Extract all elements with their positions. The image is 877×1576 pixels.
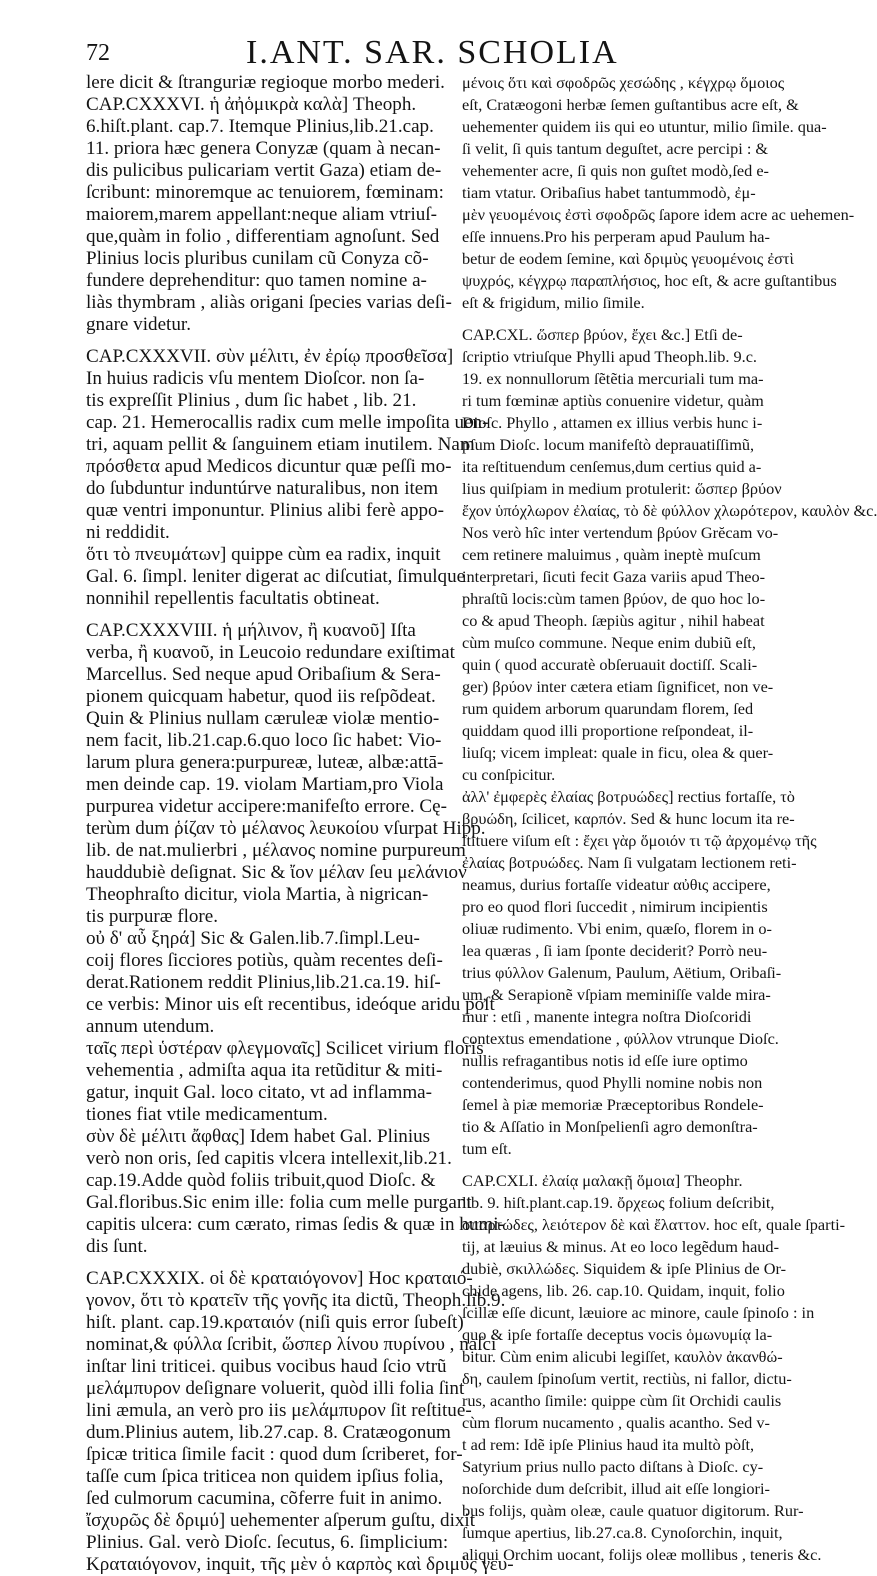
text-line: larum plura genera:purpureæ, luteæ, albæ:attā-: [86, 752, 444, 773]
text-line: Gal. 6. ſimpl. leniter digerat ac diſcutiat, ſimulque: [86, 566, 466, 587]
text-line: CAP.CXXXIX. οἱ δὲ κραταιόγονον] Hoc κραταιό-: [86, 1268, 473, 1289]
text-line: 6.hiſt.plant. cap.7. Itemque Plinius,lib.21.cap.: [86, 116, 434, 137]
text-line: pro eo quod flori ſuccedit , nimirum incipientis: [462, 897, 768, 916]
text-line: dis pulicibus pulicariam vertit Gaza) etiam de-: [86, 160, 442, 181]
text-line: bus folijs, quàm oleæ, caule quatuor digitorum. Rur-: [462, 1501, 804, 1520]
text-line: ἀλλ' ἐμφερὲς ἐλαίας βοτρυώδες] rectius fortaſſe, τὸ: [462, 787, 795, 806]
text-line: derat.Rationem reddit Plinius,lib.21.ca.19. hiſ-: [86, 972, 441, 993]
text-line: nullis refragantibus notis id eſſe iure optimo: [462, 1051, 748, 1070]
text-line: Quin & Plinius nullam cæruleæ violæ mentio-: [86, 708, 440, 729]
text-line: gatur, inquit Gal. loco citato, vt ad inflamma-: [86, 1082, 433, 1103]
text-line: ἐλαίας βοτρυώδες. Nam ſi vulgatam lectionem reti-: [462, 853, 797, 872]
page-number: 72: [86, 40, 110, 66]
text-line: dis ſunt.: [86, 1236, 148, 1257]
text-line: do ſubduntur induntúrve naturalibus, non item: [86, 478, 439, 499]
text-line: μὲν γευομένοις ἐστὶ σφοδρῶς ſapore idem acre ac uehemen-: [462, 205, 855, 224]
text-line: CAP.CXL. ὥσπερ βρύον, ἔχει &c.] Etſi de-: [462, 325, 743, 344]
text-line: nonnihil repellentis facultatis obtineat.: [86, 588, 380, 609]
text-line: oliuæ rudimento. Vbi enim, quæſo, florem in o-: [462, 919, 772, 938]
text-line: μένοις ὅτι καὶ σφοδρῶς χεσώδης , κέγχρῳ ὅμοιος: [462, 73, 785, 92]
text-line: inſtar lini triticei. quibus vocibus haud ſcio vtrũ: [86, 1356, 447, 1377]
text-line: capitis ulcera: cum cærato, rimas ſedis & quæ in humi-: [86, 1214, 505, 1235]
text-line: ſi velit, ſi quis tantum deguſtet, acre percipi : &: [462, 139, 769, 158]
text-line: Theophraſto dicitur, viola Martia, à nigrican-: [86, 884, 429, 905]
text-line: lea quæras , ſi iam ſponte deciderit? Porrò neu-: [462, 941, 768, 960]
text-line: Nos verò hîc inter vertendum βρύον Grĕcam vo-: [462, 523, 779, 542]
text-line: quæ ventri imponuntur. Plinius alibi ferè appo-: [86, 500, 444, 521]
text-line: tiones fiat vtile medicamentum.: [86, 1104, 328, 1125]
text-line: tum eſt.: [462, 1139, 512, 1158]
text-line: ſcillæ eſſe dicunt, læuiore ac minore, caule ſpinoſo : in: [462, 1303, 815, 1322]
text-line: ſcribunt: minoremque ac tenuiorem, fœminam:: [86, 182, 444, 203]
text-line: chide agens, lib. 26. cap.10. Quidam, inquit, folio: [462, 1281, 785, 1300]
text-line: CAP.CXLI. ἐλαίᾳ μαλακῇ ὅμοια] Theophr.: [462, 1171, 743, 1190]
text-line: purpurea videtur accipere:manifeſto errore. Cę-: [86, 796, 448, 817]
text-line: mur : etſi , manente integra noſtra Dioſcoridi: [462, 1007, 752, 1026]
text-line: tiam vtatur. Oribaſius habet tantummodò, ἐμ-: [462, 183, 756, 202]
text-line: vehementer acre, ſi quis non guſtet modò,ſed e-: [462, 161, 769, 180]
text-line: rum quidem arborum quarundam florem, ſed: [462, 699, 754, 718]
text-line: dum.Plinius autem, lib.27.cap. 8. Cratæogonum: [86, 1422, 451, 1443]
running-title: I.ANT. SAR. SCHOLIA: [246, 34, 619, 71]
text-line: eſſe innuens.Pro his perperam apud Paulum ha-: [462, 227, 770, 246]
text-line: tri, aquam pellit & ſanguinem etiam inutilem. Nam: [86, 434, 475, 455]
text-line: interpretari, ſicuti fecit Gaza variis apud Theo-: [462, 567, 766, 586]
text-line: Κραταιόγονον, inquit, τῆς μὲν ὁ καρπὸς καὶ δριμὺς γευ-: [86, 1554, 514, 1575]
text-line: ὅτι τὸ πνευμάτων] quippe cùm ea radix, inquit: [86, 544, 441, 565]
text-line: [86, 1258, 446, 1268]
text-line: gnare videtur.: [86, 314, 191, 335]
text-line: δη, caulem ſpinoſum vertit, rectiùs, ni fallor, dictu-: [462, 1369, 792, 1388]
text-line: γονον, ὅτι τὸ κρατεῖν τῆς γονῆς ita dictũ, Theoph.lib.9.: [86, 1290, 506, 1311]
text-line: ταῖς περὶ ὑστέραν φλεγμοναῖς] Scilicet virium floris: [86, 1038, 484, 1059]
text-line: fundere deprehenditur: quo tamen nomine a-: [86, 270, 427, 291]
text-line: βρυώδη, ſcilicet, καρπόν. Sed & hunc locum ita re-: [462, 809, 795, 828]
text-line: πρόσθετα apud Medicos dicuntur quæ peſſi mo-: [86, 456, 452, 477]
text-line: lius quiſpiam in medium protulerit: ὥσπερ βρύον: [462, 479, 782, 498]
text-line: cu conſpicitur.: [462, 765, 556, 784]
text-line: men deinde cap. 19. violam Martiam,pro Viola: [86, 774, 444, 795]
text-line: terùm dum ῥίζαν τὸ μέλανος λευκοίου vſurpat Hipp.: [86, 818, 486, 839]
text-line: pionem quicquam habetur, quod iis reſpõdeat.: [86, 686, 436, 707]
text-line: liuſq; vicem impleat: quale in ficu, olea & quer-: [462, 743, 774, 762]
text-line: annum utendum.: [86, 1016, 215, 1037]
text-line: lib. de nat.mulierbri , μέλανος nomine purpureum: [86, 840, 466, 861]
text-line: noſorchide dum deſcribit, illud ait eſſe longiori-: [462, 1479, 770, 1498]
text-line: nominat,& φύλλα ſcribit, ὥσπερ λίνου πυρίνου , naſci: [86, 1334, 497, 1355]
text-line: verba, ἢ κυανοῦ, in Leucoio redundare exiſtimat: [86, 642, 455, 663]
text-line: ſpicæ tritica ſimile facit : quod dum ſcriberet, for-: [86, 1444, 463, 1465]
text-line: cùm muſco commune. Neque enim dubiũ eſt,: [462, 633, 756, 652]
text-line: t ad rem: Idẽ ipſe Plinius haud ita multò pòſt,: [462, 1435, 755, 1454]
text-line: nem facit, lib.21.cap.6.quo loco ſic habet: Vio-: [86, 730, 442, 751]
text-line: CAP.CXXXVII. σὺν μέλιτι, ἐν ἐρίῳ προσθεῖσα]: [86, 346, 454, 367]
text-line: lere dicit & ſtranguriæ regioque morbo mederi.: [86, 72, 445, 93]
text-line: lib. 9. hiſt.plant.cap.19. ὄρχεως folium deſcribit,: [462, 1193, 775, 1212]
text-line: ſcriptio vtriuſque Phylli apud Theoph.lib. 9.c.: [462, 347, 757, 366]
text-line: dubiè, σκιλλώδες. Siquidem & ipſe Plinius de Or-: [462, 1259, 787, 1278]
text-line: trius φύλλον Galenum, Paulum, Aëtium, Oribaſi-: [462, 963, 782, 982]
text-line: tis purpuræ flore.: [86, 906, 219, 927]
text-line: ger) βρύον inter cætera etiam ſignificet, non ve-: [462, 677, 774, 696]
text-line: co & apud Theoph. ſæpiùs agitur , nihil habeat: [462, 611, 765, 630]
text-line: contenderimus, quod Phylli nomine nobis non: [462, 1073, 763, 1092]
text-line: ita reſtituendum cenſemus,dum certius quid a-: [462, 457, 762, 476]
text-line: ſemel à piæ memoriæ Præceptoribus Rondele-: [462, 1095, 764, 1114]
text-line: tio & Aſſatio in Monſpelienſi agro demonſtra-: [462, 1117, 758, 1136]
text-line: [86, 610, 446, 620]
text-line: Gal.floribus.Sic enim ille: folia cum melle purgant: [86, 1192, 472, 1213]
text-line: Dioſc. Phyllo , attamen ex illius verbis hunc i-: [462, 413, 763, 432]
text-line: ce verbis: Minor uis eſt recentibus, ideóque aridu poſt: [86, 994, 495, 1015]
text-line: ψυχρός, κέγχρῳ παραπλήσιος, hoc eſt, & acre guſtantibus: [462, 271, 837, 290]
text-line: vehementia , admiſta aqua ita retũditur & miti-: [86, 1060, 443, 1081]
text-line: Satyrium prius nullo pacto diſtans à Dioſc. cy-: [462, 1457, 764, 1476]
text-line: ſtituere viſum eſt : ἔχει γὰρ ὅμοιόν τι τῷ ἀρχομένῳ τῆς: [462, 831, 817, 850]
text-line: ri tum fœminæ aptiùs conuenire videtur, quàm: [462, 391, 764, 410]
text-line: eſt & frigidum, milio ſimile.: [462, 293, 645, 312]
text-line: um, & Serapionẽ vſpiam meminiſſe valde mira-: [462, 985, 771, 1004]
text-line: CAP.CXXXVI. ἡ ἀἠὁμικρὰ καλὰ] Theoph.: [86, 94, 417, 115]
text-line: pſum Dioſc. locum manifeſtò deprauatiſſimũ,: [462, 435, 755, 454]
text-line: μελάμπυρον deſignare voluerit, quòd illi folia ſint: [86, 1378, 465, 1399]
text-line: cap. 21. Hemerocallis radix cum melle impoſita uen-: [86, 412, 489, 433]
text-line: taſſe cum ſpica triticea non quidem ipſius folia,: [86, 1466, 444, 1487]
text-line: tij, at læuius & minus. At eo loco legẽdum haud-: [462, 1237, 779, 1256]
text-line: 19. ex nonnullorum ſẽtẽtia mercuriali tum ma-: [462, 369, 764, 388]
page-header: [86, 34, 786, 74]
text-line: phraſtũ locis:cùm tamen βρύον, de quo hoc lo-: [462, 589, 766, 608]
text-line: cùm florum nucamento , qualis acantho. Sed v-: [462, 1413, 770, 1432]
text-line: aliqui Orchim uocant, folijs oleæ mollibus , teneris &c.: [462, 1545, 822, 1564]
text-line: ἴσχυρῶς δὲ δριμύ] uehementer aſperum guſtu, dixit: [86, 1510, 476, 1531]
text-line: eſt, Cratæogoni herbæ ſemen guſtantibus acre eſt, &: [462, 95, 799, 114]
text-line: hiſt. plant. cap.19.κραταιόν (niſi quis error ſubeſt): [86, 1312, 464, 1333]
text-line: quiddam quod illi proportione reſpondeat, il-: [462, 721, 754, 740]
text-line: coij flores ſicciores potiùs, quàm recentes deſi-: [86, 950, 443, 971]
text-line: liàs thymbram , aliàs origani ſpecies varias deſi-: [86, 292, 452, 313]
text-line: maiorem,marem appellant:neque aliam vtriuſ-: [86, 204, 437, 225]
text-line: [462, 314, 787, 324]
text-line: In huius radicis vſu mentem Dioſcor. non ſa-: [86, 368, 425, 389]
text-line: CAP.CXXXVIII. ἡ μήλινον, ἢ κυανοῦ] Iſta: [86, 620, 416, 641]
text-line: οὐ δ' αὖ ξηρά] Sic & Galen.lib.7.ſimpl.Leu-: [86, 928, 420, 949]
text-line: betur de eodem ſemine, καὶ δριμὺς γευομένοις ἐστὶ: [462, 249, 794, 268]
text-line: ſed culmorum cacumina, cõferre fuit in animo.: [86, 1488, 443, 1509]
text-line: quo & ipſe fortaſſe deceptus vocis ὁμωνυμίᾳ la-: [462, 1325, 773, 1344]
text-line: Plinius locis pluribus cunilam cũ Conyza cõ-: [86, 248, 429, 269]
text-line: que,quàm in folio , differentiam agnoſunt. Sed: [86, 226, 440, 247]
text-line: rus, acantho ſimile: quippe cùm ſit Orchidi caulis: [462, 1391, 782, 1410]
text-line: cem retinere maluimus , quàm ineptè muſcum: [462, 545, 761, 564]
text-line: ni reddidit.: [86, 522, 170, 543]
text-line: lini æmula, an verò pro iis μελάμπυρον ſit reſtitue-: [86, 1400, 472, 1421]
text-line: tis expreſſit Plinius , dum ſic habet , lib. 21.: [86, 390, 417, 411]
text-line: quin ( quod accuratè obſeruauit doctiſſ. Scali-: [462, 655, 758, 674]
text-line: Plinius. Gal. verò Dioſc. ſecutus, 6. ſimplicium:: [86, 1532, 449, 1553]
text-line: σὺν δὲ μέλιτι ἄφθας] Idem habet Gal. Plinius: [86, 1126, 431, 1147]
text-line: verò non oris, ſed capitis vlcera intellexit,lib.21.: [86, 1148, 452, 1169]
text-line: Marcellus. Sed neque apud Oribaſium & Sera-: [86, 664, 441, 685]
text-line: [86, 336, 446, 346]
text-line: bitur. Cùm enim alicubi legiſſet, καυλὸν ἀκανθώ-: [462, 1347, 783, 1366]
text-line: contextus emendatione , φύλλον vtrunque Dioſc.: [462, 1029, 779, 1048]
text-line: hauddubiè deſignat. Sic & ἴον μέλαν ſeu μελάνιον: [86, 862, 467, 883]
text-line: σπαρτώδες, λειότερον δὲ καὶ ἔλαττον. hoc eſt, quale ſparti-: [462, 1215, 846, 1234]
right-column: [462, 72, 877, 1566]
text-line: uehementer quidem iis qui eo utuntur, milio ſimile. qua-: [462, 117, 827, 136]
text-line: ſumque apertius, lib.27.ca.8. Cynoſorchin, inquit,: [462, 1523, 783, 1542]
text-line: 11. priora hæc genera Conyzæ (quam à necan-: [86, 138, 441, 159]
text-line: [462, 1160, 787, 1170]
text-line: neamus, durius fortaſſe videatur αὐθις accipere,: [462, 875, 771, 894]
text-line: ἔχον ὑπόχλωρον ἐλαίας, τὸ δὲ φύλλον χλωρότερον, καυλὸν &c.: [462, 501, 877, 520]
text-line: cap.19.Adde quòd foliis tribuit,quod Dioſc. &: [86, 1170, 436, 1191]
